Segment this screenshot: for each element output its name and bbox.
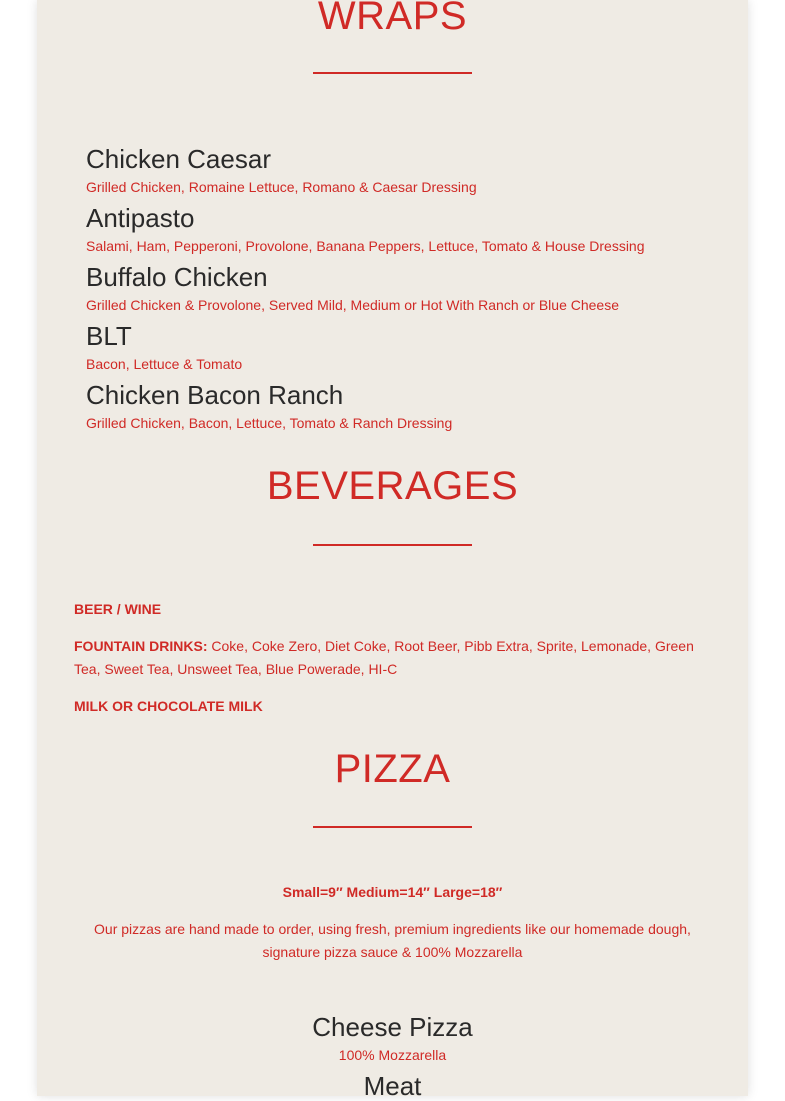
menu-item bbox=[86, 205, 706, 253]
menu-item bbox=[86, 323, 706, 371]
pizza-sizes: Small=9″ Medium=14″ Large=18″ bbox=[282, 884, 503, 900]
milk-line bbox=[74, 695, 714, 718]
item-name: Antipasto bbox=[86, 203, 195, 233]
fountain-drinks-line bbox=[74, 635, 714, 681]
menu-item bbox=[86, 264, 706, 312]
fountain-drinks-label: FOUNTAIN DRINKS: bbox=[74, 638, 208, 654]
item-name: Buffalo Chicken bbox=[86, 262, 268, 292]
menu-item bbox=[86, 382, 706, 430]
beverages-divider bbox=[313, 544, 472, 546]
item-description: Bacon, Lettuce & Tomato bbox=[86, 356, 243, 372]
item-description: Grilled Chicken, Romaine Lettuce, Romano & Caesar Dressing bbox=[86, 179, 477, 195]
pizza-divider bbox=[313, 826, 472, 828]
menu-item bbox=[86, 146, 706, 194]
item-name: Chicken Bacon Ranch bbox=[86, 380, 344, 410]
pizza-intro: Our pizzas are hand made to order, using fresh, premium ingredients like our homemade dough, signature pizza sauce & 100% Mozzarella bbox=[94, 921, 691, 960]
fountain-drinks-list: Coke, Coke Zero, Diet Coke, Root Beer, Pibb Extra, Sprite, Lemonade, Green Tea, Sweet Tea, Unsweet Tea, Blue Powerade, HI-C bbox=[74, 638, 694, 677]
pizza-item bbox=[87, 1014, 698, 1063]
pizza-item bbox=[87, 1073, 698, 1099]
item-name: BLT bbox=[86, 321, 132, 351]
wraps-heading: WRAPS bbox=[317, 0, 468, 38]
menu-page bbox=[37, 0, 748, 1101]
item-description: Grilled Chicken & Provolone, Served Mild, Medium or Hot With Ranch or Blue Cheese bbox=[86, 297, 620, 313]
beer-wine-line bbox=[74, 598, 714, 621]
pizza-item-description: 100% Mozzarella bbox=[338, 1047, 447, 1063]
pizza-heading: PIZZA bbox=[334, 747, 451, 791]
item-description: Grilled Chicken, Bacon, Lettuce, Tomato & Ranch Dressing bbox=[86, 415, 453, 431]
pizza-item-name: Meat bbox=[363, 1071, 422, 1101]
item-name: Chicken Caesar bbox=[86, 144, 271, 174]
wraps-divider bbox=[313, 72, 472, 74]
milk-label: MILK OR CHOCOLATE MILK bbox=[74, 698, 263, 714]
beer-wine-label: BEER / WINE bbox=[74, 601, 162, 617]
item-description: Salami, Ham, Pepperoni, Provolone, Banana Peppers, Lettuce, Tomato & House Dressing bbox=[86, 238, 645, 254]
pizza-item-name: Cheese Pizza bbox=[312, 1012, 473, 1042]
beverages-heading: BEVERAGES bbox=[266, 464, 519, 508]
